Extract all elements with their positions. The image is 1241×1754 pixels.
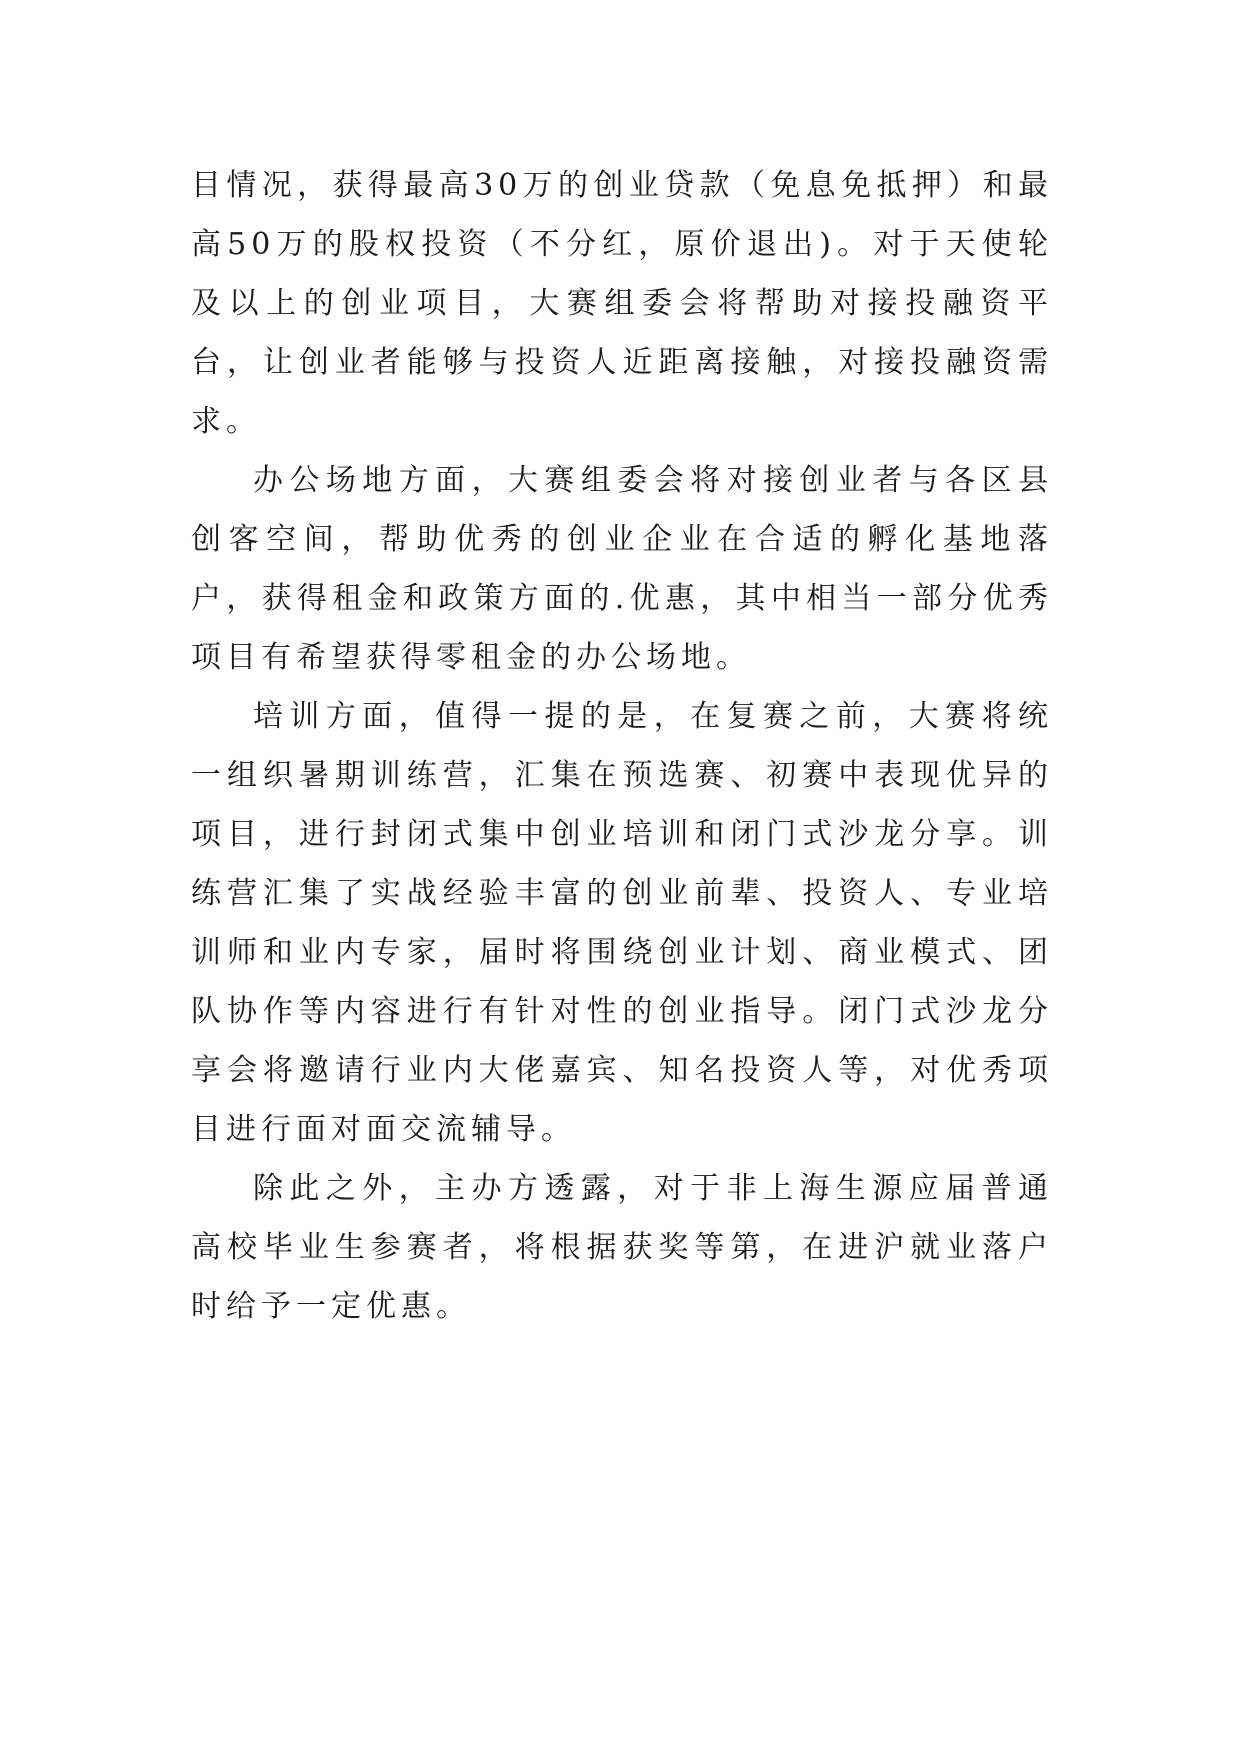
document-body	[191, 156, 1053, 1336]
paragraph-funding: 目情况，获得最高30万的创业贷款（免息免抵押）和最高50万的股权投资（不分红，原价退出)。对于天使轮及以上的创业项目，大赛组委会将帮助对接投融资平台，让创业者能够与投资人近距离接触，对接投融资需求。	[191, 168, 1053, 439]
paragraph-other-benefits: 除此之外，主办方透露，对于非上海生源应届普通高校毕业生参赛者，将根据获奖等第，在进沪就业落户时给予一定优惠。	[191, 1171, 1053, 1324]
paragraph-office-space: 办公场地方面，大赛组委会将对接创业者与各区县创客空间，帮助优秀的创业企业在合适的孵化基地落户，获得租金和政策方面的.优惠，其中相当一部分优秀项目有希望获得零租金的办公场地。	[191, 463, 1053, 675]
paragraph-training: 培训方面，值得一提的是，在复赛之前，大赛将统一组织暑期训练营，汇集在预选赛、初赛中表现优异的项目，进行封闭式集中创业培训和闭门式沙龙分享。训练营汇集了实战经验丰富的创业前辈、投资人、专业培训师和业内专家，届时将围绕创业计划、商业模式、团队协作等内容进行有针对性的创业指导。闭门式沙龙分享会将邀请行业内大佬嘉宾、知名投资人等，对优秀项目进行面对面交流辅导。	[191, 699, 1053, 1147]
